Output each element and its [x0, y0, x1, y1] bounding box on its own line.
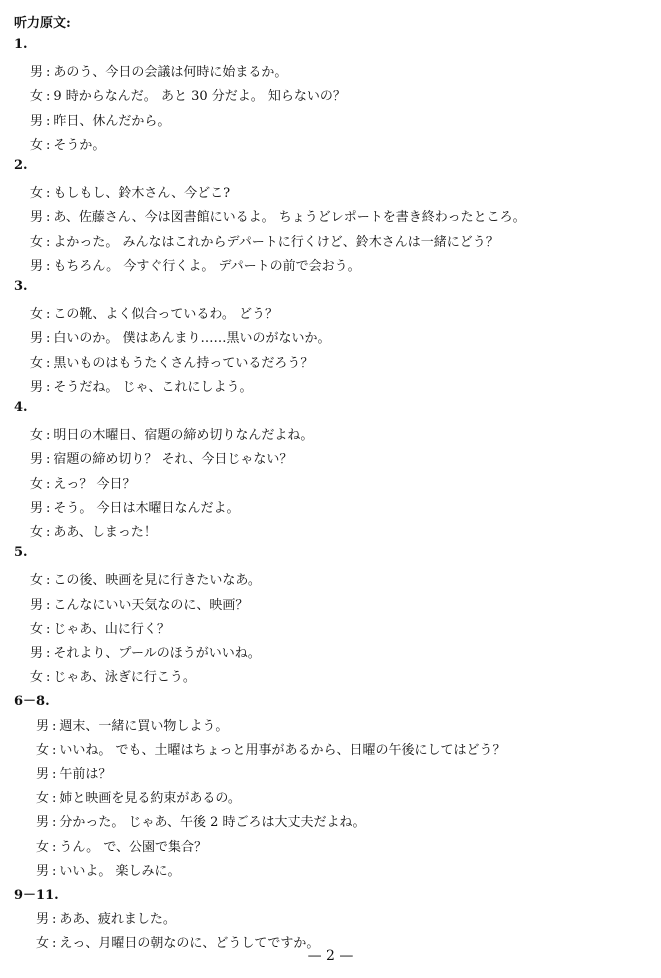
section-number: 6－8. [14, 694, 50, 710]
speaker-separator: : [46, 210, 51, 226]
speaker-label: 男 [30, 379, 44, 395]
dialogue-line [36, 763, 111, 782]
speaker-label: 女 [30, 621, 44, 637]
speaker-label: 女 [36, 742, 50, 758]
speaker-separator: : [46, 355, 51, 371]
speaker-label: 男 [30, 113, 44, 129]
dialogue-line [30, 182, 230, 201]
speaker-label: 女 [30, 670, 44, 686]
speaker-label: 女 [30, 476, 44, 492]
dialogue-line [36, 739, 506, 758]
dialogue-text: いいよ。 楽しみに。 [59, 863, 181, 879]
dialogue-line [36, 811, 366, 830]
speaker-label: 女 [30, 307, 44, 323]
page-title: 听力原文: [14, 16, 71, 31]
dialogue-line [30, 618, 170, 637]
speaker-separator: : [46, 646, 51, 661]
speaker-separator: : [46, 234, 51, 250]
speaker-separator: : [46, 65, 51, 81]
dialogue-text: この靴、よく似合っているわ。 どう？ [53, 307, 279, 323]
section-number: 5. [14, 545, 28, 561]
section-number: 4. [14, 400, 28, 415]
dialogue-text: この後、映画を見に行きたいなあ。 [53, 573, 261, 589]
dialogue-text: 白いのか。 僕はあんまり……黒いのがないか。 [53, 331, 331, 347]
speaker-label: 女 [30, 234, 44, 250]
dialogue-text: よかった。 みんなはこれからデパートに行くけど、鈴木さんは一緒にどう？ [53, 234, 499, 250]
speaker-separator: : [46, 137, 51, 153]
dialogue-text: こんなにいい天気なのに、映画？ [53, 597, 249, 613]
speaker-label: 女 [36, 839, 50, 855]
dialogue-line [30, 327, 331, 346]
speaker-label: 男 [36, 815, 50, 831]
dialogue-line [30, 569, 261, 588]
speaker-label: 男 [30, 258, 44, 274]
speaker-separator: : [46, 670, 51, 686]
dialogue-text: あのう、今日の会議は何時に始まるか。 [53, 65, 288, 81]
dialogue-text: いいね。 でも、土曜はちょっと用事があるから、日曜の午後にしてはどう？ [59, 742, 506, 758]
speaker-label: 男 [30, 597, 44, 613]
speaker-separator: : [52, 839, 57, 855]
speaker-separator: : [46, 452, 51, 468]
speaker-label: 女 [30, 525, 44, 540]
section-number: 9－11. [14, 888, 59, 903]
dialogue-line [30, 594, 248, 613]
dialogue-line [30, 376, 253, 395]
speaker-separator: : [46, 379, 51, 395]
dialogue-text: 週末、一緒に買い物しよう。 [59, 718, 229, 734]
speaker-label: 女 [30, 355, 44, 371]
dialogue-line [30, 424, 313, 443]
speaker-separator: : [46, 307, 51, 323]
speaker-separator: : [52, 815, 57, 831]
dialogue-text: 9 時からなんだ。 あと 30 分だよ。 知らないの？ [53, 89, 346, 105]
dialogue-line [36, 715, 228, 734]
speaker-label: 女 [30, 428, 44, 444]
dialogue-text: えっ、月曜日の朝なのに、どうしてですか。 [59, 936, 320, 952]
speaker-label: 男 [36, 863, 50, 879]
speaker-separator: : [52, 718, 57, 734]
dialogue-text: ああ、疲れました。 [59, 912, 176, 928]
dialogue-line [36, 836, 207, 855]
speaker-label: 男 [36, 912, 50, 928]
dialogue-line [30, 521, 157, 540]
dialogue-text: そうか。 [53, 137, 106, 153]
speaker-separator: : [46, 573, 51, 589]
dialogue-line [30, 497, 240, 516]
dialogue-text: うん。 で、公園で集合？ [59, 839, 208, 855]
speaker-separator: : [46, 331, 51, 347]
speaker-label: 男 [30, 646, 44, 661]
speaker-label: 女 [36, 936, 50, 952]
dialogue-text: 黒いものはもうたくさん持っているだろう？ [53, 355, 314, 371]
speaker-label: 男 [30, 65, 44, 81]
dialogue-text: あ、佐藤さん、今は図書館にいるよ。 ちょうどレポートを書き終わったところ。 [53, 210, 526, 226]
dialogue-text: えっ？ 今日？ [53, 476, 136, 492]
speaker-separator: : [52, 791, 57, 807]
dialogue-line [30, 134, 105, 153]
dialogue-line [30, 473, 136, 492]
section-number: 1. [14, 37, 28, 52]
dialogue-text: そうだね。 じゃ、これにしよう。 [53, 379, 253, 395]
speaker-label: 男 [30, 331, 44, 347]
speaker-separator: : [46, 186, 51, 202]
speaker-label: 女 [30, 186, 44, 202]
speaker-separator: : [46, 428, 51, 444]
dialogue-line [36, 787, 241, 806]
speaker-separator: : [46, 597, 51, 613]
speaker-separator: : [46, 113, 51, 129]
speaker-label: 女 [30, 89, 44, 105]
speaker-label: 男 [30, 210, 44, 226]
dialogue-line [36, 860, 181, 879]
page-number: — 2 — [307, 948, 354, 964]
dialogue-text: もちろん。 今すぐ行くよ。 デパートの前で会おう。 [53, 258, 361, 274]
dialogue-text: そう。 今日は木曜日なんだよ。 [53, 500, 240, 516]
speaker-label: 男 [36, 767, 50, 782]
dialogue-text: 宿題の締め切り？ それ、今日じゃない？ [53, 452, 293, 468]
dialogue-line [30, 85, 346, 104]
dialogue-line [36, 908, 176, 927]
dialogue-line [30, 448, 292, 467]
dialogue-line [30, 352, 313, 371]
speaker-label: 男 [30, 452, 44, 468]
section-number: 3. [14, 279, 28, 294]
speaker-separator: : [46, 525, 51, 540]
speaker-label: 女 [30, 137, 44, 153]
speaker-label: 女 [30, 573, 44, 589]
speaker-label: 女 [36, 791, 50, 807]
dialogue-line [30, 61, 287, 80]
speaker-label: 男 [36, 718, 50, 734]
dialogue-text: 午前は？ [59, 767, 112, 782]
dialogue-text: じゃあ、泳ぎに行こう。 [53, 670, 196, 686]
speaker-separator: : [52, 742, 57, 758]
dialogue-line [30, 231, 499, 250]
speaker-separator: : [46, 476, 51, 492]
speaker-label: 男 [30, 500, 44, 516]
dialogue-line [30, 303, 278, 322]
speaker-separator: : [52, 863, 57, 879]
dialogue-text: 昨日、休んだから。 [53, 113, 171, 129]
dialogue-text: 姉と映画を見る約束があるの。 [59, 791, 241, 807]
dialogue-line [30, 642, 261, 661]
dialogue-line [30, 110, 170, 129]
speaker-separator: : [46, 258, 51, 274]
dialogue-text: もしもし、鈴木さん、今どこ? [53, 186, 231, 202]
speaker-separator: : [46, 500, 51, 516]
dialogue-line [30, 255, 361, 274]
speaker-separator: : [52, 767, 57, 782]
speaker-separator: : [52, 936, 57, 952]
speaker-separator: : [52, 912, 57, 928]
section-number: 2. [14, 158, 28, 173]
speaker-separator: : [46, 89, 51, 105]
dialogue-text: 分かった。 じゃあ、午後 2 時ごろは大丈夫だよね。 [59, 815, 366, 831]
dialogue-line [30, 206, 526, 225]
dialogue-text: 明日の木曜日、宿題の締め切りなんだよね。 [53, 428, 314, 444]
speaker-separator: : [46, 621, 51, 637]
dialogue-text: じゃあ、山に行く？ [53, 621, 170, 637]
dialogue-text: ああ、しまった！ [53, 525, 157, 540]
dialogue-line [30, 666, 196, 685]
dialogue-text: それより、プールのほうがいいね。 [53, 646, 261, 661]
